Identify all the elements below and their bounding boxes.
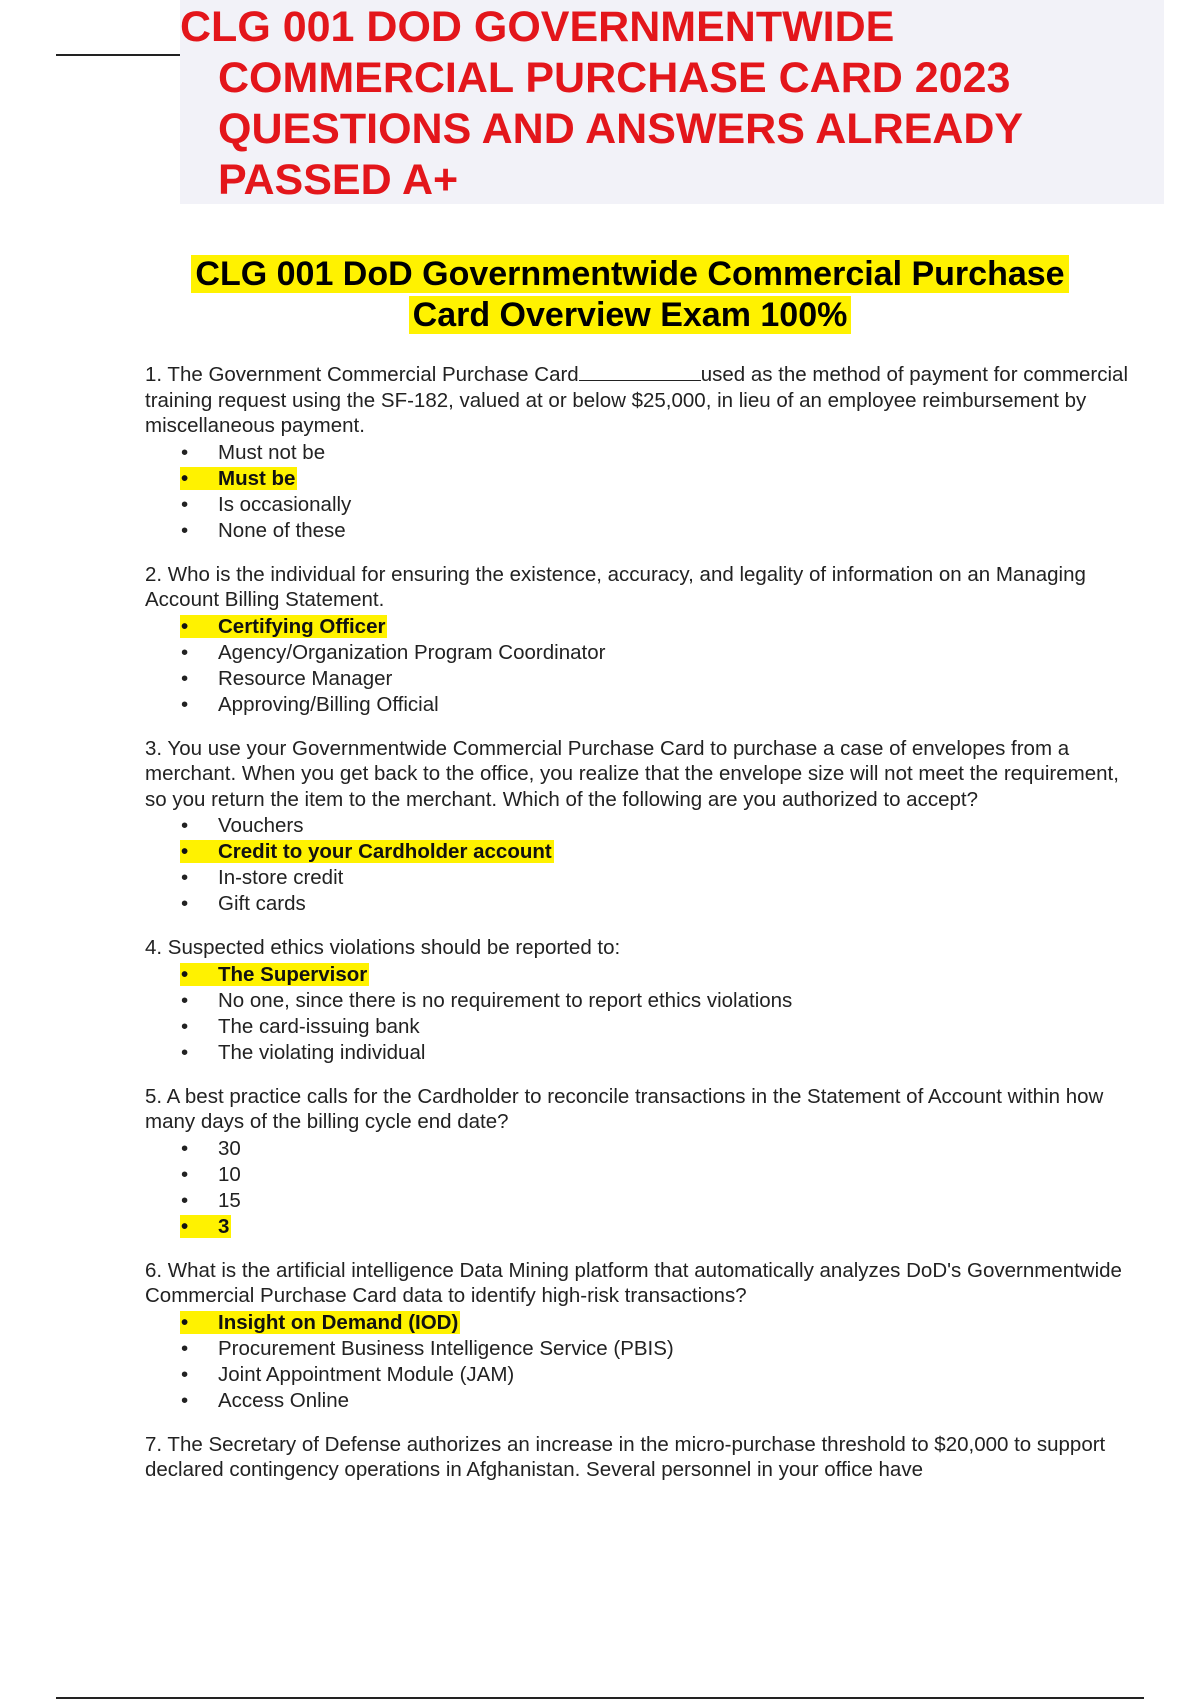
question-block [145, 562, 1135, 718]
answer-option [145, 865, 1135, 891]
option-label: Procurement Business Intelligence Service (PBIS) [218, 1336, 674, 1360]
bullet-icon: • [181, 440, 189, 464]
option-label: 3 [218, 1214, 230, 1238]
answer-option [145, 813, 1135, 839]
answer-option [145, 492, 1135, 518]
answer-option [145, 440, 1135, 466]
correct-answer-option [145, 1310, 1135, 1336]
bullet-icon: • [181, 1214, 189, 1238]
bullet-icon: • [181, 988, 189, 1012]
title-line: CLG 001 DOD GOVERNMENTWIDE [180, 3, 895, 51]
question-text-part: used as the method of payment for commercial training request using the SF-182, valued at or below $25,000, in lieu of an employee reimbursement by miscellaneous payment. [145, 363, 1129, 437]
correct-answer-option [145, 466, 1135, 492]
question-list [145, 362, 1135, 1501]
option-label: In-store credit [218, 866, 344, 889]
bullet-icon: • [181, 1136, 189, 1160]
answer-option [145, 891, 1135, 917]
correct-answer-option [145, 614, 1135, 640]
bullet-icon: • [181, 518, 189, 542]
option-label: Insight on Demand (IOD) [218, 1310, 459, 1334]
option-label: No one, since there is no requirement to report ethics violations [218, 988, 793, 1012]
option-label: 15 [218, 1188, 241, 1212]
correct-answer-option [145, 962, 1135, 988]
bullet-icon: • [181, 962, 189, 986]
document-title [180, 2, 1023, 206]
answer-option [145, 1336, 1135, 1362]
option-label: Approving/Billing Official [218, 692, 439, 716]
option-label: Agency/Organization Program Coordinator [218, 640, 606, 664]
option-label: Vouchers [218, 814, 304, 837]
title-line: COMMERCIAL PURCHASE CARD 2023 [218, 54, 1011, 102]
option-label: Certifying Officer [218, 614, 386, 638]
answer-option [145, 518, 1135, 544]
question-text: 4. Suspected ethics violations should be reported to: [145, 936, 621, 959]
bullet-icon: • [181, 866, 189, 889]
fill-in-blank [579, 364, 701, 381]
option-label: Must not be [218, 440, 326, 464]
correct-answer-option [145, 1214, 1135, 1240]
bullet-icon: • [181, 1188, 189, 1212]
question-text: 3. You use your Governmentwide Commercial Purchase Card to purchase a case of envelopes from a merchant. When you get back to the office, you realize that the envelope size will not meet the requirement, so you return the item to the merchant. Which of the following are you authorized to accept? [145, 736, 1119, 811]
question-text: 6. What is the artificial intelligence Data Mining platform that automatically analyzes DoD's Governmentwide Commercial Purchase Card data to identify high-risk transactions? [145, 1258, 1122, 1307]
answer-options [145, 962, 1135, 1066]
answer-options [145, 440, 1135, 544]
option-label: Resource Manager [218, 666, 393, 690]
bullet-icon: • [181, 614, 189, 638]
answer-option [145, 692, 1135, 718]
option-label: Joint Appointment Module (JAM) [218, 1362, 515, 1386]
title-line: QUESTIONS AND ANSWERS ALREADY [218, 105, 1024, 153]
bullet-icon: • [181, 892, 189, 915]
answer-options [145, 614, 1135, 718]
bullet-icon: • [181, 814, 189, 837]
bullet-icon: • [181, 692, 189, 716]
answer-options [145, 1310, 1135, 1414]
question-block [145, 1432, 1135, 1483]
option-label: None of these [218, 518, 346, 542]
exam-subtitle [150, 254, 1110, 336]
answer-option [145, 1188, 1135, 1214]
question-text: 7. The Secretary of Defense authorizes an increase in the micro-purchase threshold to $20,000 to support declared contingency operations in Afghanistan. Several personnel in your office have [145, 1432, 1106, 1481]
question-block [145, 935, 1135, 1066]
question-text: 5. A best practice calls for the Cardholder to reconcile transactions in the Statement of Account within how many days of the billing cycle end date? [145, 1084, 1104, 1133]
bullet-icon: • [181, 840, 189, 863]
bullet-icon: • [181, 666, 189, 690]
bullet-icon: • [181, 1336, 189, 1360]
option-label: Credit to your Cardholder account [218, 840, 552, 863]
answer-option [145, 1162, 1135, 1188]
question-text-part: 1. The Government Commercial Purchase Card [145, 363, 579, 386]
option-label: Gift cards [218, 892, 306, 915]
option-label: Access Online [218, 1388, 350, 1412]
bullet-icon: • [181, 1162, 189, 1186]
option-label: Must be [218, 466, 296, 490]
question-block [145, 362, 1135, 544]
bullet-icon: • [181, 1014, 189, 1038]
correct-answer-option [145, 839, 1135, 865]
title-banner [180, 0, 1164, 204]
option-label: 10 [218, 1162, 241, 1186]
option-label: The card-issuing bank [218, 1014, 420, 1038]
bullet-icon: • [181, 492, 189, 516]
bullet-icon: • [181, 640, 189, 664]
bullet-icon: • [181, 1362, 189, 1386]
question-block [145, 736, 1135, 918]
bullet-icon: • [181, 1040, 189, 1064]
answer-option [145, 640, 1135, 666]
subtitle-line: CLG 001 DoD Governmentwide Commercial Purchase [191, 255, 1068, 293]
bullet-icon: • [181, 1310, 189, 1334]
subtitle-line: Card Overview Exam 100% [409, 296, 852, 334]
option-label: The violating individual [218, 1040, 426, 1064]
answer-option [145, 1040, 1135, 1066]
answer-option [145, 1362, 1135, 1388]
answer-option [145, 1136, 1135, 1162]
bottom-horizontal-rule [56, 1697, 1144, 1699]
answer-options [145, 813, 1135, 917]
option-label: The Supervisor [218, 962, 368, 986]
question-block [145, 1084, 1135, 1240]
top-horizontal-rule [56, 54, 180, 56]
option-label: Is occasionally [218, 492, 352, 516]
bullet-icon: • [181, 466, 189, 490]
option-label: 30 [218, 1136, 241, 1160]
question-block [145, 1258, 1135, 1414]
answer-options [145, 1136, 1135, 1240]
question-text [145, 362, 1135, 439]
answer-option [145, 988, 1135, 1014]
answer-option [145, 1388, 1135, 1414]
bullet-icon: • [181, 1388, 189, 1412]
answer-option [145, 666, 1135, 692]
title-line: PASSED A+ [218, 156, 459, 204]
question-text: 2. Who is the individual for ensuring the existence, accuracy, and legality of information on an Managing Account Billing Statement. [145, 562, 1086, 611]
answer-option [145, 1014, 1135, 1040]
